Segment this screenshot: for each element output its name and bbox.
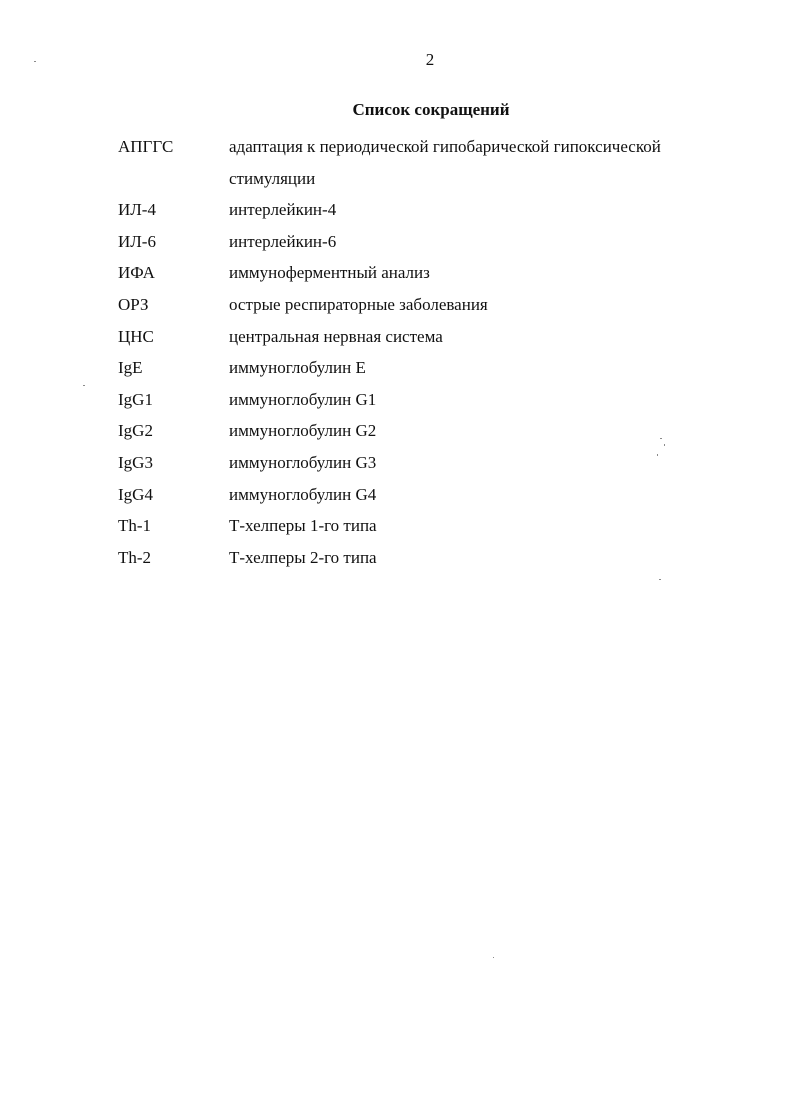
abbreviation-definition: иммуноглобулин G2 xyxy=(229,421,377,441)
abbreviation-term: IgE xyxy=(118,358,143,378)
abbreviation-row xyxy=(118,510,758,542)
abbreviation-definition: интерлейкин-6 xyxy=(229,231,337,251)
abbreviation-row xyxy=(118,226,758,258)
abbreviation-definition: иммуноглобулин G1 xyxy=(229,389,377,409)
abbreviation-term: IgG3 xyxy=(118,452,153,472)
abbreviation-definition: адаптация к периодической гипобарической гипоксической стимуляции xyxy=(229,137,661,188)
abbreviation-term: АПГГС xyxy=(118,137,174,156)
abbreviation-definition: иммуноферментный анализ xyxy=(229,263,430,283)
scan-speck xyxy=(493,957,494,958)
abbreviation-term: Th-2 xyxy=(118,547,152,567)
abbreviation-row xyxy=(118,447,758,479)
abbreviation-term: IgG4 xyxy=(118,484,153,504)
page-number: 2 xyxy=(425,50,435,69)
abbreviation-definition: Т-хелперы 1-го типа xyxy=(229,516,377,536)
abbreviation-row xyxy=(118,131,758,194)
abbreviation-definition: иммуноглобулин Е xyxy=(229,358,366,378)
scan-speck xyxy=(660,438,662,439)
abbreviation-row xyxy=(118,257,758,289)
abbreviation-term: ИЛ-6 xyxy=(118,231,156,251)
abbreviation-row xyxy=(118,194,758,226)
abbreviation-term: IgG2 xyxy=(118,421,153,441)
abbreviation-row xyxy=(118,384,758,416)
abbreviation-row xyxy=(118,479,758,511)
abbreviation-row xyxy=(118,289,758,321)
abbreviation-term: ЦНС xyxy=(118,326,154,346)
scan-speck xyxy=(83,385,85,386)
abbreviation-term: ОРЗ xyxy=(118,294,149,314)
abbreviation-definition: иммуноглобулин G4 xyxy=(229,484,377,504)
abbreviation-row xyxy=(118,542,758,574)
abbreviation-definition: интерлейкин-4 xyxy=(229,200,337,220)
abbreviation-term: Th-1 xyxy=(118,516,152,536)
abbreviation-definition: Т-хелперы 2-го типа xyxy=(229,547,377,567)
abbreviation-term: IgG1 xyxy=(118,389,153,409)
scan-speck xyxy=(657,454,658,456)
abbreviation-row xyxy=(118,415,758,447)
page-title: Список сокращений xyxy=(352,100,510,119)
abbreviation-term: ИЛ-4 xyxy=(118,200,156,220)
abbreviation-row xyxy=(118,352,758,384)
scan-speck xyxy=(664,444,665,446)
abbreviation-row xyxy=(118,321,758,353)
scan-speck xyxy=(34,61,36,62)
scan-speck xyxy=(659,579,661,580)
abbreviation-list xyxy=(118,131,758,573)
abbreviation-term: ИФА xyxy=(118,263,155,283)
abbreviation-definition: центральная нервная система xyxy=(229,326,443,346)
abbreviation-definition: иммуноглобулин G3 xyxy=(229,452,377,472)
abbreviation-definition: острые респираторные заболевания xyxy=(229,294,488,314)
